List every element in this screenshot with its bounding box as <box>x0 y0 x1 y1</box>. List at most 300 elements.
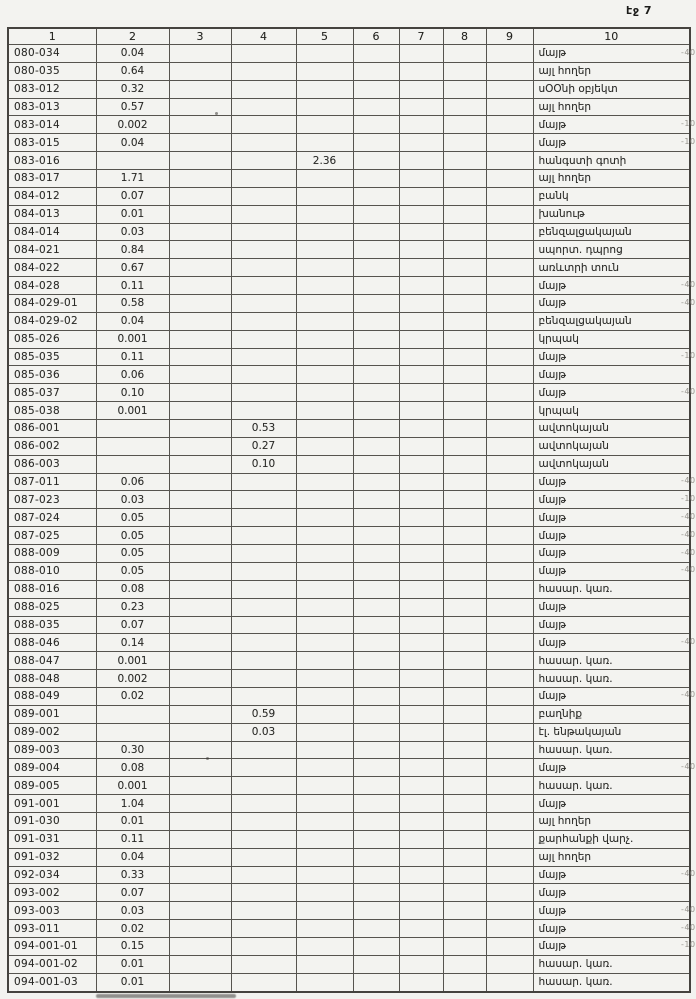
value-cell <box>399 80 443 98</box>
value-cell <box>399 795 443 813</box>
value-cell <box>353 687 399 705</box>
value-cell <box>353 848 399 866</box>
value-cell <box>443 402 486 420</box>
parcel-code-cell: 080-034 <box>8 45 96 63</box>
scan-artifact-dot <box>206 757 209 760</box>
value-cell <box>231 955 296 973</box>
table-row <box>8 205 690 223</box>
value-cell <box>231 330 296 348</box>
land-use-cell: մայթ <box>533 687 690 705</box>
land-use-cell: սպորտ. դպրոց <box>533 241 690 259</box>
value-cell: 0.04 <box>96 45 169 63</box>
value-cell <box>443 723 486 741</box>
value-cell <box>443 205 486 223</box>
value-cell <box>231 152 296 170</box>
land-use-cell: ավտոկայան <box>533 420 690 438</box>
parcel-code-cell: 084-012 <box>8 187 96 205</box>
value-cell: 0.05 <box>96 562 169 580</box>
land-use-cell: առևտրի տուն <box>533 259 690 277</box>
value-cell <box>486 902 533 920</box>
value-cell <box>399 580 443 598</box>
parcel-code-cell: 094-001-01 <box>8 937 96 955</box>
value-cell <box>296 562 353 580</box>
table-row <box>8 973 690 992</box>
column-header: 2 <box>96 28 169 45</box>
value-cell <box>169 848 231 866</box>
value-cell <box>353 580 399 598</box>
table-row <box>8 187 690 205</box>
value-cell <box>296 473 353 491</box>
table-row <box>8 116 690 134</box>
handwritten-margin-note: -40 <box>681 387 696 396</box>
value-cell <box>296 366 353 384</box>
value-cell <box>231 848 296 866</box>
parcel-code-cell: 088-047 <box>8 652 96 670</box>
parcel-code-cell: 088-009 <box>8 545 96 563</box>
value-cell <box>399 652 443 670</box>
land-use-cell: մայթ <box>533 884 690 902</box>
value-cell <box>353 455 399 473</box>
table-row <box>8 830 690 848</box>
value-cell <box>169 830 231 848</box>
handwritten-margin-note: -10 <box>681 137 696 146</box>
value-cell <box>399 937 443 955</box>
value-cell <box>231 616 296 634</box>
value-cell <box>399 866 443 884</box>
value-cell <box>231 759 296 777</box>
value-cell <box>443 902 486 920</box>
parcel-code-cell: 084-014 <box>8 223 96 241</box>
value-cell <box>353 920 399 938</box>
value-cell <box>353 366 399 384</box>
value-cell <box>169 705 231 723</box>
value-cell <box>353 187 399 205</box>
value-cell <box>486 759 533 777</box>
value-cell: 0.07 <box>96 187 169 205</box>
value-cell <box>169 973 231 992</box>
value-cell <box>486 455 533 473</box>
value-cell <box>231 45 296 63</box>
value-cell <box>399 955 443 973</box>
value-cell <box>399 420 443 438</box>
value-cell <box>399 562 443 580</box>
value-cell <box>486 937 533 955</box>
table-row <box>8 848 690 866</box>
value-cell: 0.08 <box>96 759 169 777</box>
table-row <box>8 384 690 402</box>
value-cell <box>399 705 443 723</box>
handwritten-margin-note: -10 <box>681 494 696 503</box>
value-cell <box>486 312 533 330</box>
table-row <box>8 348 690 366</box>
value-cell <box>443 848 486 866</box>
parcel-code-cell: 085-026 <box>8 330 96 348</box>
value-cell: 0.14 <box>96 634 169 652</box>
value-cell <box>443 616 486 634</box>
value-cell <box>486 152 533 170</box>
handwritten-margin-note: -40 <box>681 762 696 771</box>
value-cell <box>169 241 231 259</box>
land-use-cell: այլ հողեր <box>533 848 690 866</box>
table-row <box>8 741 690 759</box>
value-cell: 0.01 <box>96 812 169 830</box>
value-cell <box>169 527 231 545</box>
parcel-code-cell: 093-002 <box>8 884 96 902</box>
value-cell: 1.71 <box>96 170 169 188</box>
value-cell: 0.11 <box>96 348 169 366</box>
value-cell <box>231 80 296 98</box>
value-cell <box>353 973 399 992</box>
value-cell <box>231 687 296 705</box>
value-cell <box>353 634 399 652</box>
parcel-code-cell: 091-030 <box>8 812 96 830</box>
value-cell <box>443 759 486 777</box>
value-cell <box>353 437 399 455</box>
value-cell <box>169 134 231 152</box>
parcel-code-cell: 084-013 <box>8 205 96 223</box>
land-use-cell: բաղնիք <box>533 705 690 723</box>
value-cell <box>296 652 353 670</box>
value-cell <box>486 80 533 98</box>
value-cell <box>169 616 231 634</box>
value-cell <box>231 884 296 902</box>
value-cell <box>169 723 231 741</box>
parcel-code-cell: 084-028 <box>8 277 96 295</box>
value-cell <box>399 62 443 80</box>
value-cell: 0.53 <box>231 420 296 438</box>
parcel-code-cell: 083-014 <box>8 116 96 134</box>
value-cell <box>443 134 486 152</box>
value-cell <box>169 580 231 598</box>
parcel-code-cell: 091-032 <box>8 848 96 866</box>
value-cell: 0.08 <box>96 580 169 598</box>
value-cell <box>353 491 399 509</box>
value-cell <box>486 509 533 527</box>
value-cell <box>169 98 231 116</box>
value-cell <box>353 705 399 723</box>
value-cell <box>296 902 353 920</box>
handwritten-margin-note: -40 <box>681 637 696 646</box>
land-use-cell: մայթ <box>533 937 690 955</box>
value-cell <box>169 937 231 955</box>
value-cell <box>169 687 231 705</box>
value-cell <box>486 348 533 366</box>
value-cell <box>296 723 353 741</box>
land-use-cell: հասար. կառ. <box>533 652 690 670</box>
value-cell <box>399 170 443 188</box>
table-row <box>8 420 690 438</box>
value-cell <box>486 634 533 652</box>
value-cell <box>486 848 533 866</box>
table-row <box>8 437 690 455</box>
column-header: 10 <box>533 28 690 45</box>
value-cell <box>169 420 231 438</box>
value-cell <box>96 455 169 473</box>
value-cell: 0.01 <box>96 205 169 223</box>
value-cell <box>486 884 533 902</box>
parcel-code-cell: 087-025 <box>8 527 96 545</box>
land-use-cell: սՕՕնի օբյեկտ <box>533 80 690 98</box>
land-use-cell: մայթ <box>533 545 690 563</box>
parcel-code-cell: 084-022 <box>8 259 96 277</box>
value-cell <box>399 134 443 152</box>
value-cell <box>486 705 533 723</box>
value-cell: 0.27 <box>231 437 296 455</box>
parcel-code-cell: 080-035 <box>8 62 96 80</box>
value-cell <box>296 348 353 366</box>
value-cell <box>353 312 399 330</box>
value-cell <box>399 616 443 634</box>
column-header: 7 <box>399 28 443 45</box>
value-cell: 0.11 <box>96 277 169 295</box>
value-cell <box>399 98 443 116</box>
handwritten-margin-note: -10 <box>681 119 696 128</box>
value-cell <box>486 830 533 848</box>
value-cell <box>169 295 231 313</box>
value-cell <box>96 152 169 170</box>
value-cell <box>486 723 533 741</box>
value-cell: 0.03 <box>96 902 169 920</box>
value-cell <box>399 402 443 420</box>
value-cell <box>399 437 443 455</box>
column-header: 4 <box>231 28 296 45</box>
value-cell <box>96 420 169 438</box>
value-cell <box>353 884 399 902</box>
value-cell <box>296 420 353 438</box>
value-cell: 0.002 <box>96 670 169 688</box>
page-number-label: էջ 7 <box>626 4 652 17</box>
handwritten-margin-note: -40 <box>681 690 696 699</box>
value-cell <box>231 527 296 545</box>
value-cell <box>486 652 533 670</box>
value-cell <box>443 705 486 723</box>
value-cell <box>399 848 443 866</box>
land-use-cell: մայթ <box>533 920 690 938</box>
value-cell <box>399 830 443 848</box>
table-row <box>8 937 690 955</box>
value-cell <box>231 830 296 848</box>
value-cell: 2.36 <box>296 152 353 170</box>
value-cell: 0.10 <box>231 455 296 473</box>
value-cell <box>399 384 443 402</box>
value-cell: 0.01 <box>96 955 169 973</box>
value-cell <box>296 973 353 992</box>
value-cell <box>169 598 231 616</box>
value-cell <box>96 705 169 723</box>
value-cell <box>353 759 399 777</box>
value-cell <box>231 920 296 938</box>
value-cell <box>486 402 533 420</box>
value-cell <box>296 848 353 866</box>
land-use-cell: այլ հողեր <box>533 812 690 830</box>
value-cell: 0.001 <box>96 402 169 420</box>
value-cell <box>443 920 486 938</box>
header-row <box>8 28 690 45</box>
value-cell <box>486 223 533 241</box>
value-cell <box>486 134 533 152</box>
value-cell <box>169 366 231 384</box>
value-cell <box>353 134 399 152</box>
value-cell <box>169 777 231 795</box>
value-cell <box>399 884 443 902</box>
value-cell <box>399 366 443 384</box>
value-cell <box>231 670 296 688</box>
value-cell <box>399 45 443 63</box>
value-cell <box>443 348 486 366</box>
value-cell: 0.03 <box>96 223 169 241</box>
value-cell <box>231 277 296 295</box>
value-cell <box>353 420 399 438</box>
land-use-cell: մայթ <box>533 509 690 527</box>
value-cell <box>486 62 533 80</box>
value-cell <box>296 187 353 205</box>
table-row <box>8 45 690 63</box>
value-cell <box>353 402 399 420</box>
table-row <box>8 295 690 313</box>
land-use-cell: ավտոկայան <box>533 455 690 473</box>
value-cell <box>443 527 486 545</box>
value-cell <box>296 80 353 98</box>
value-cell <box>169 759 231 777</box>
handwritten-margin-note: -40 <box>681 923 696 932</box>
value-cell <box>399 902 443 920</box>
land-use-cell: մայթ <box>533 902 690 920</box>
value-cell <box>486 741 533 759</box>
value-cell <box>443 62 486 80</box>
value-cell: 0.58 <box>96 295 169 313</box>
table-row <box>8 98 690 116</box>
table-row <box>8 277 690 295</box>
handwritten-margin-note: -40 <box>681 530 696 539</box>
value-cell <box>169 545 231 563</box>
value-cell <box>169 884 231 902</box>
land-use-cell: մայթ <box>533 562 690 580</box>
value-cell <box>231 509 296 527</box>
value-cell: 0.06 <box>96 473 169 491</box>
parcel-code-cell: 088-035 <box>8 616 96 634</box>
value-cell <box>296 116 353 134</box>
value-cell <box>231 187 296 205</box>
value-cell <box>486 295 533 313</box>
value-cell <box>169 491 231 509</box>
value-cell <box>169 116 231 134</box>
value-cell <box>231 98 296 116</box>
value-cell <box>296 884 353 902</box>
table-row <box>8 545 690 563</box>
value-cell: 0.05 <box>96 509 169 527</box>
value-cell <box>443 45 486 63</box>
value-cell <box>353 223 399 241</box>
parcel-code-cell: 083-017 <box>8 170 96 188</box>
value-cell <box>169 402 231 420</box>
table-row <box>8 902 690 920</box>
value-cell <box>443 634 486 652</box>
value-cell <box>443 687 486 705</box>
table-row <box>8 134 690 152</box>
table-row <box>8 670 690 688</box>
table-row <box>8 170 690 188</box>
value-cell <box>296 241 353 259</box>
value-cell <box>169 902 231 920</box>
land-use-cell: մայթ <box>533 116 690 134</box>
parcel-code-cell: 092-034 <box>8 866 96 884</box>
parcel-code-cell: 091-001 <box>8 795 96 813</box>
parcel-code-cell: 094-001-03 <box>8 973 96 992</box>
value-cell <box>231 777 296 795</box>
value-cell <box>353 777 399 795</box>
value-cell <box>169 223 231 241</box>
parcel-code-cell: 084-029-01 <box>8 295 96 313</box>
value-cell <box>353 45 399 63</box>
value-cell <box>296 616 353 634</box>
value-cell <box>231 223 296 241</box>
parcel-code-cell: 093-003 <box>8 902 96 920</box>
parcel-code-cell: 087-024 <box>8 509 96 527</box>
value-cell <box>169 634 231 652</box>
value-cell <box>231 241 296 259</box>
value-cell <box>443 116 486 134</box>
parcel-code-cell: 093-011 <box>8 920 96 938</box>
value-cell <box>399 116 443 134</box>
value-cell <box>443 241 486 259</box>
value-cell <box>486 45 533 63</box>
value-cell <box>231 295 296 313</box>
value-cell: 0.67 <box>96 259 169 277</box>
table-row <box>8 491 690 509</box>
land-use-cell: մայթ <box>533 384 690 402</box>
land-use-cell: հասար. կառ. <box>533 973 690 992</box>
value-cell <box>486 812 533 830</box>
value-cell: 0.001 <box>96 652 169 670</box>
value-cell <box>169 80 231 98</box>
value-cell <box>296 527 353 545</box>
value-cell <box>399 634 443 652</box>
value-cell <box>399 777 443 795</box>
value-cell <box>296 955 353 973</box>
table-row <box>8 259 690 277</box>
value-cell <box>486 670 533 688</box>
land-use-cell: այլ հողեր <box>533 62 690 80</box>
value-cell <box>399 295 443 313</box>
value-cell <box>443 473 486 491</box>
land-use-cell: բենզալցակայան <box>533 223 690 241</box>
value-cell <box>486 795 533 813</box>
value-cell <box>353 205 399 223</box>
parcel-code-cell: 084-029-02 <box>8 312 96 330</box>
value-cell <box>486 277 533 295</box>
value-cell <box>443 491 486 509</box>
value-cell: 0.05 <box>96 527 169 545</box>
value-cell <box>443 366 486 384</box>
value-cell <box>296 705 353 723</box>
value-cell <box>486 187 533 205</box>
value-cell <box>169 509 231 527</box>
value-cell <box>443 795 486 813</box>
handwritten-margin-note: -40 <box>681 48 696 57</box>
value-cell <box>486 491 533 509</box>
table-row <box>8 598 690 616</box>
value-cell <box>353 741 399 759</box>
value-cell <box>353 866 399 884</box>
value-cell: 0.04 <box>96 134 169 152</box>
table-row <box>8 795 690 813</box>
table-row <box>8 812 690 830</box>
value-cell <box>353 562 399 580</box>
land-use-cell: հանգստի գոտի <box>533 152 690 170</box>
value-cell <box>296 62 353 80</box>
value-cell <box>399 312 443 330</box>
parcel-code-cell: 091-031 <box>8 830 96 848</box>
